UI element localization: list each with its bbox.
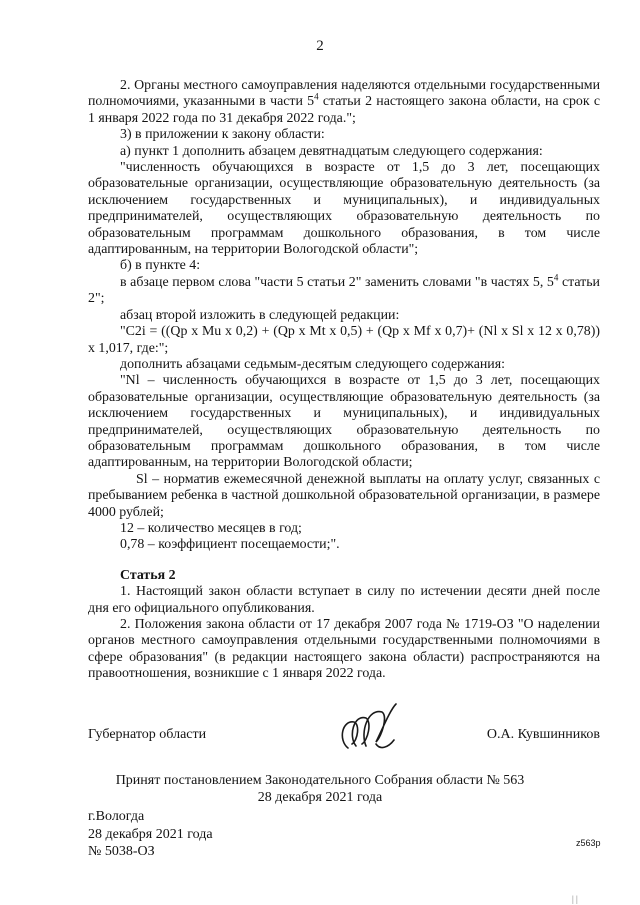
paragraph-replace-words: в абзаце первом слова "части 5 статьи 2" заменить словами "в частях 5, $5^4$ статьи 2"; — [88, 272, 600, 307]
paragraph-months: 12 – количество месяцев в год; — [120, 520, 302, 536]
governor-name: О.А. Кувшинников — [486, 727, 600, 742]
paragraph-nl-definition: "Nl – численность обучающихся в возрасте от 1,5 до 3 лет, посещающих образовательные организации, осуществляющие образовательную деятельность (за исключением государственных и муниципальных), и индивидуальных предпринимателей, осуществляющих образовательную деятельность по образовательным программам дошкольного образования, в том числе адаптированным, на территории Вологодской области; — [88, 373, 600, 471]
paragraph-entry-force: 1. Настоящий закон области вступает в силу по истечении десяти дней после дня его официального опубликования. — [88, 584, 600, 616]
paragraph-point-b: б) в пункте 4: — [120, 258, 201, 274]
law-date: 28 декабря 2021 года — [88, 826, 213, 842]
paragraph-add-abzacs: дополнить абзацами седьмым-десятым следующего содержания: — [120, 356, 505, 372]
adoption-line-2: 28 декабря 2021 года — [257, 790, 383, 805]
page-number: 2 — [316, 38, 324, 54]
paragraph-organs: 2. Органы местного самоуправления наделяются отдельными государственными полномочиями, указанными в части $5^4$ статьи 2 настоящего закона области, на срок с 1 января 2022 года по 31 декабря 2022 года."; — [88, 78, 600, 126]
paragraph-second-abzac: абзац второй изложить в следующей редакции: — [120, 307, 400, 323]
paragraph-formula: "C2i = ((Qp x Mu x 0,2) + (Qp x Mt x 0,5) + (Qp x Mf x 0,7)+ (Nl x Sl x 12 x 0,78)) x 1,017, где:"; — [88, 324, 600, 356]
signature-image — [330, 700, 410, 770]
city: г.Вологда — [88, 809, 145, 824]
spacer — [88, 554, 600, 568]
paragraph-quote-count: "численность обучающихся в возрасте от 1,5 до 3 лет, посещающих образовательные организации, осуществляющие образовательную деятельность (за исключением государственных и муниципальных), и индивидуальных предпринимателей, осуществляющих образовательную деятельность по образовательным программам дошкольного образования, в том числе адаптированным, на территории Вологодской области"; — [88, 160, 600, 258]
article-heading: Статья 2 — [120, 567, 176, 583]
paragraph-provisions: 2. Положения закона области от 17 декабря 2007 года № 1719-ОЗ "О наделении органов местного самоуправления отдельными государственными полномочиями в сфере образования" (в редакции настоящего закона области) распространяются на правоотношения, возникшие с 1 января 2022 года. — [88, 617, 600, 682]
paragraph-point-a: а) пункт 1 дополнить абзацем девятнадцатым следующего содержания: — [120, 143, 543, 159]
place-date-number — [88, 808, 213, 861]
paragraph-appendix: 3) в приложении к закону области: — [120, 127, 325, 143]
governor-label: Губернатор области — [88, 727, 207, 742]
law-text — [88, 78, 600, 683]
law-number: № 5038-ОЗ — [88, 844, 155, 859]
adoption-note — [0, 772, 640, 806]
adoption-line-1: Принят постановлением Законодательного Собрания области № 563 — [115, 773, 525, 788]
corner-mark: | | — [572, 894, 578, 904]
paragraph-sl-definition: Sl – норматив ежемесячной денежной выплаты на оплату услуг, связанных с пребыванием ребенка в частной дошкольной образовательной организации, в размере 4000 рублей; — [88, 471, 600, 520]
paragraph-coefficient: 0,78 – коэффициент посещаемости;". — [120, 537, 340, 553]
document-code: z563p — [576, 838, 601, 848]
